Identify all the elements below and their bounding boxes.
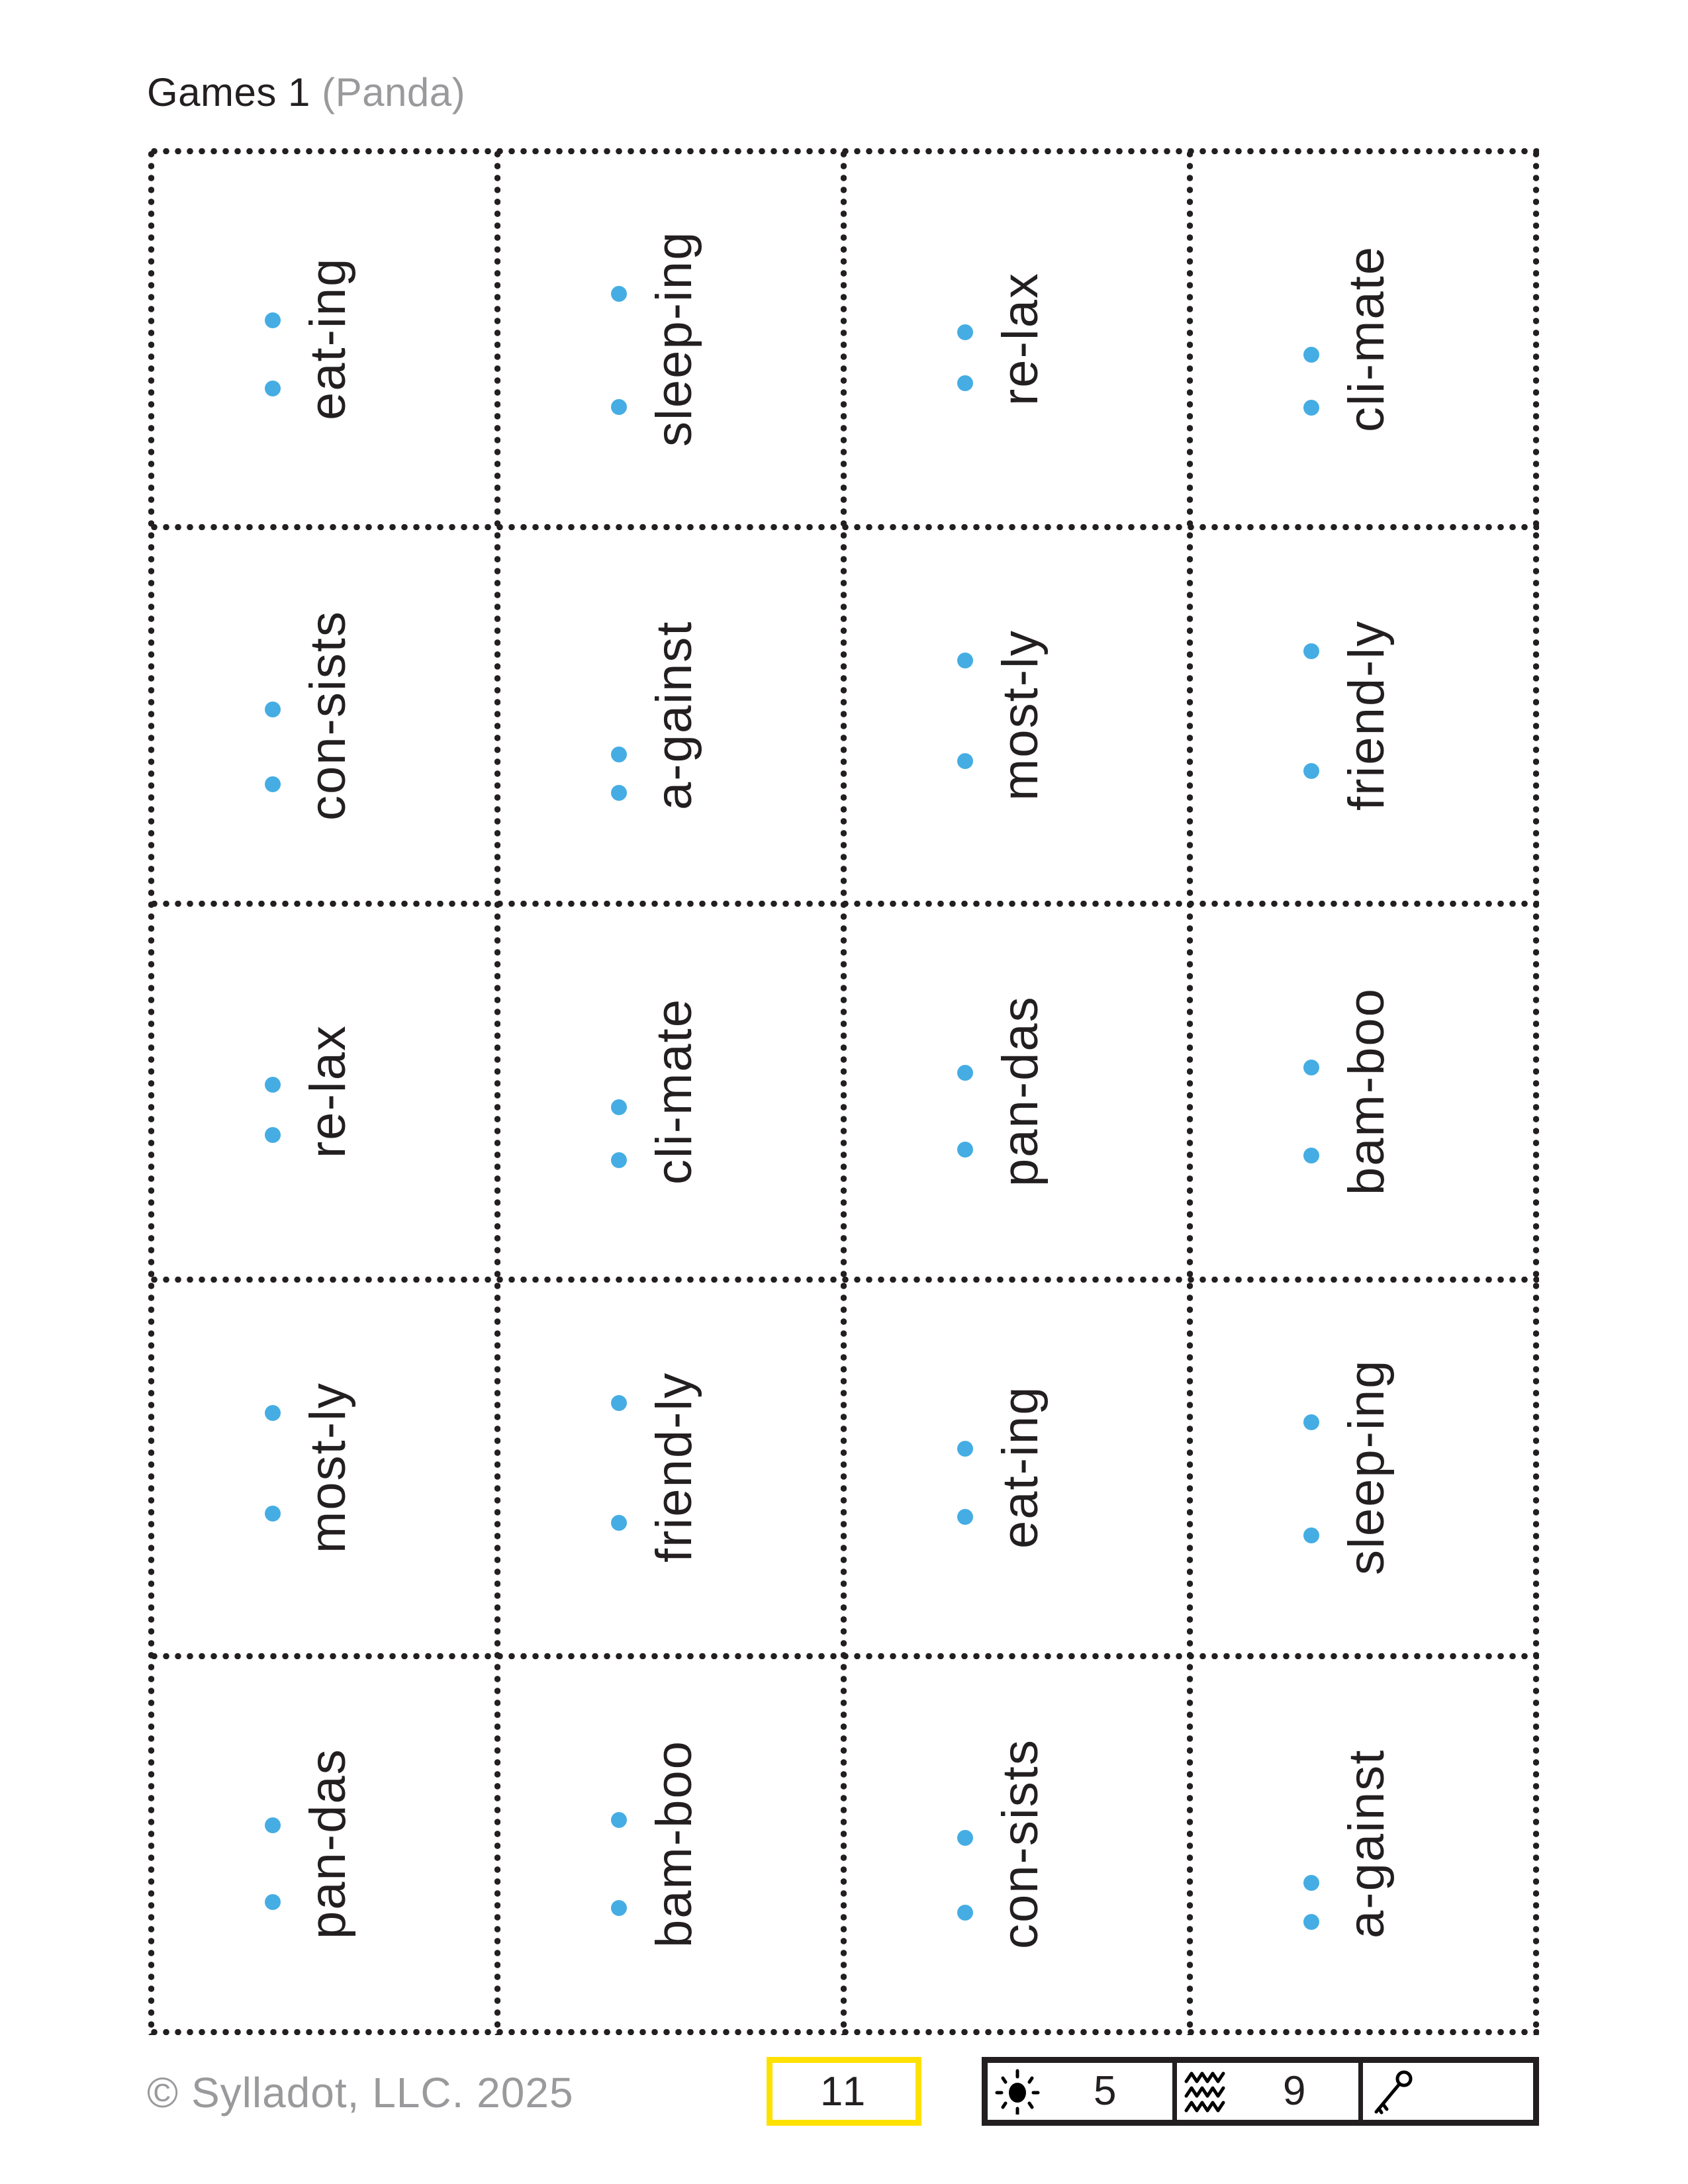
word-card [497,903,843,1279]
syllable-dot [611,1395,627,1411]
word-card [497,1279,843,1655]
syllable-dot [611,1515,627,1531]
card-word: sleep-ing [1338,1359,1395,1576]
word-card [497,527,843,903]
syllable-dot [957,1830,973,1846]
card-word: a-gainst [1338,1749,1395,1938]
word-card [497,151,843,527]
page-number-box [767,2057,921,2126]
word-card [843,151,1190,527]
word-card [151,1279,497,1655]
syllable-dot [265,1127,281,1143]
syllable-dot [611,785,627,801]
syllable-dot [611,1099,627,1115]
syllable-dot [265,381,281,396]
word-card [151,527,497,903]
syllable-dot [1303,1875,1319,1891]
syllable-dot [611,286,627,302]
word-card [1190,903,1536,1279]
card-word: pan-das [300,1748,356,1940]
stat-waves-value: 9 [1283,2068,1306,2114]
syllable-dot [611,399,627,415]
syllable-dot [611,1152,627,1168]
syllable-dot [611,1812,627,1828]
waves-icon [1184,2068,1230,2115]
card-word: bam-boo [1338,987,1395,1195]
stat-key [1358,2063,1533,2120]
card-word: cli-mate [646,997,702,1185]
title-main: Games 1 [147,70,310,114]
syllable-dot [1303,1148,1319,1163]
word-card [151,903,497,1279]
syllable-dot [1303,763,1319,779]
syllable-dot [957,1065,973,1081]
card-word: a-gainst [646,620,702,810]
card-word: eat-ing [300,257,356,421]
syllable-dot [265,1817,281,1833]
title-subtitle: (Panda) [322,70,466,114]
syllable-dot [957,1142,973,1158]
word-card [843,903,1190,1279]
syllable-dot [265,312,281,328]
card-grid [151,151,1536,2032]
stat-sun [988,2063,1172,2120]
syllable-dot [957,753,973,769]
word-card [843,1656,1190,2032]
syllable-dot [1303,1527,1319,1543]
syllable-dot [1303,1914,1319,1930]
key-icon [1370,2068,1416,2115]
syllable-dot [611,747,627,762]
word-card [151,151,497,527]
syllable-dot [265,1506,281,1522]
syllable-dot [957,375,973,391]
word-card [1190,1656,1536,2032]
card-word: cli-mate [1338,246,1395,433]
syllable-dot [265,1405,281,1421]
syllable-dot [957,324,973,340]
stat-sun-value: 5 [1094,2068,1117,2114]
card-word: re-lax [992,272,1049,406]
card-word: most-ly [300,1381,356,1553]
card-word: con-sists [300,610,356,821]
syllable-dot [265,1894,281,1910]
syllable-dot [1303,1060,1319,1075]
card-word: friend-ly [1338,619,1395,811]
syllable-dot [265,1077,281,1093]
syllable-dot [265,776,281,792]
card-word: eat-ing [992,1385,1049,1549]
word-card [1190,527,1536,903]
syllable-dot [957,1441,973,1457]
card-word: con-sists [992,1738,1049,1949]
word-card [843,527,1190,903]
sun-icon [994,2068,1041,2115]
word-card [1190,151,1536,527]
card-word: friend-ly [646,1372,702,1563]
card-word: sleep-ing [646,230,702,447]
word-card [497,1656,843,2032]
card-word: re-lax [300,1024,356,1158]
syllable-dot [611,1900,627,1916]
syllable-dot [1303,347,1319,363]
word-card [843,1279,1190,1655]
syllable-dot [957,1509,973,1525]
word-card [151,1656,497,2032]
stat-waves [1172,2063,1358,2120]
syllable-dot [1303,400,1319,416]
page-title [147,66,465,119]
syllable-dot [265,702,281,717]
page-number: 11 [820,2068,868,2115]
syllable-dot [1303,643,1319,659]
syllable-dot [1303,1414,1319,1430]
card-word: pan-das [992,995,1049,1187]
syllable-dot [957,653,973,668]
copyright-text: © Sylladot, LLC. 2025 [147,2069,574,2116]
word-card [1190,1279,1536,1655]
card-word: bam-boo [646,1739,702,1948]
card-word: most-ly [992,629,1049,801]
stats-box [982,2057,1539,2126]
syllable-dot [957,1905,973,1921]
